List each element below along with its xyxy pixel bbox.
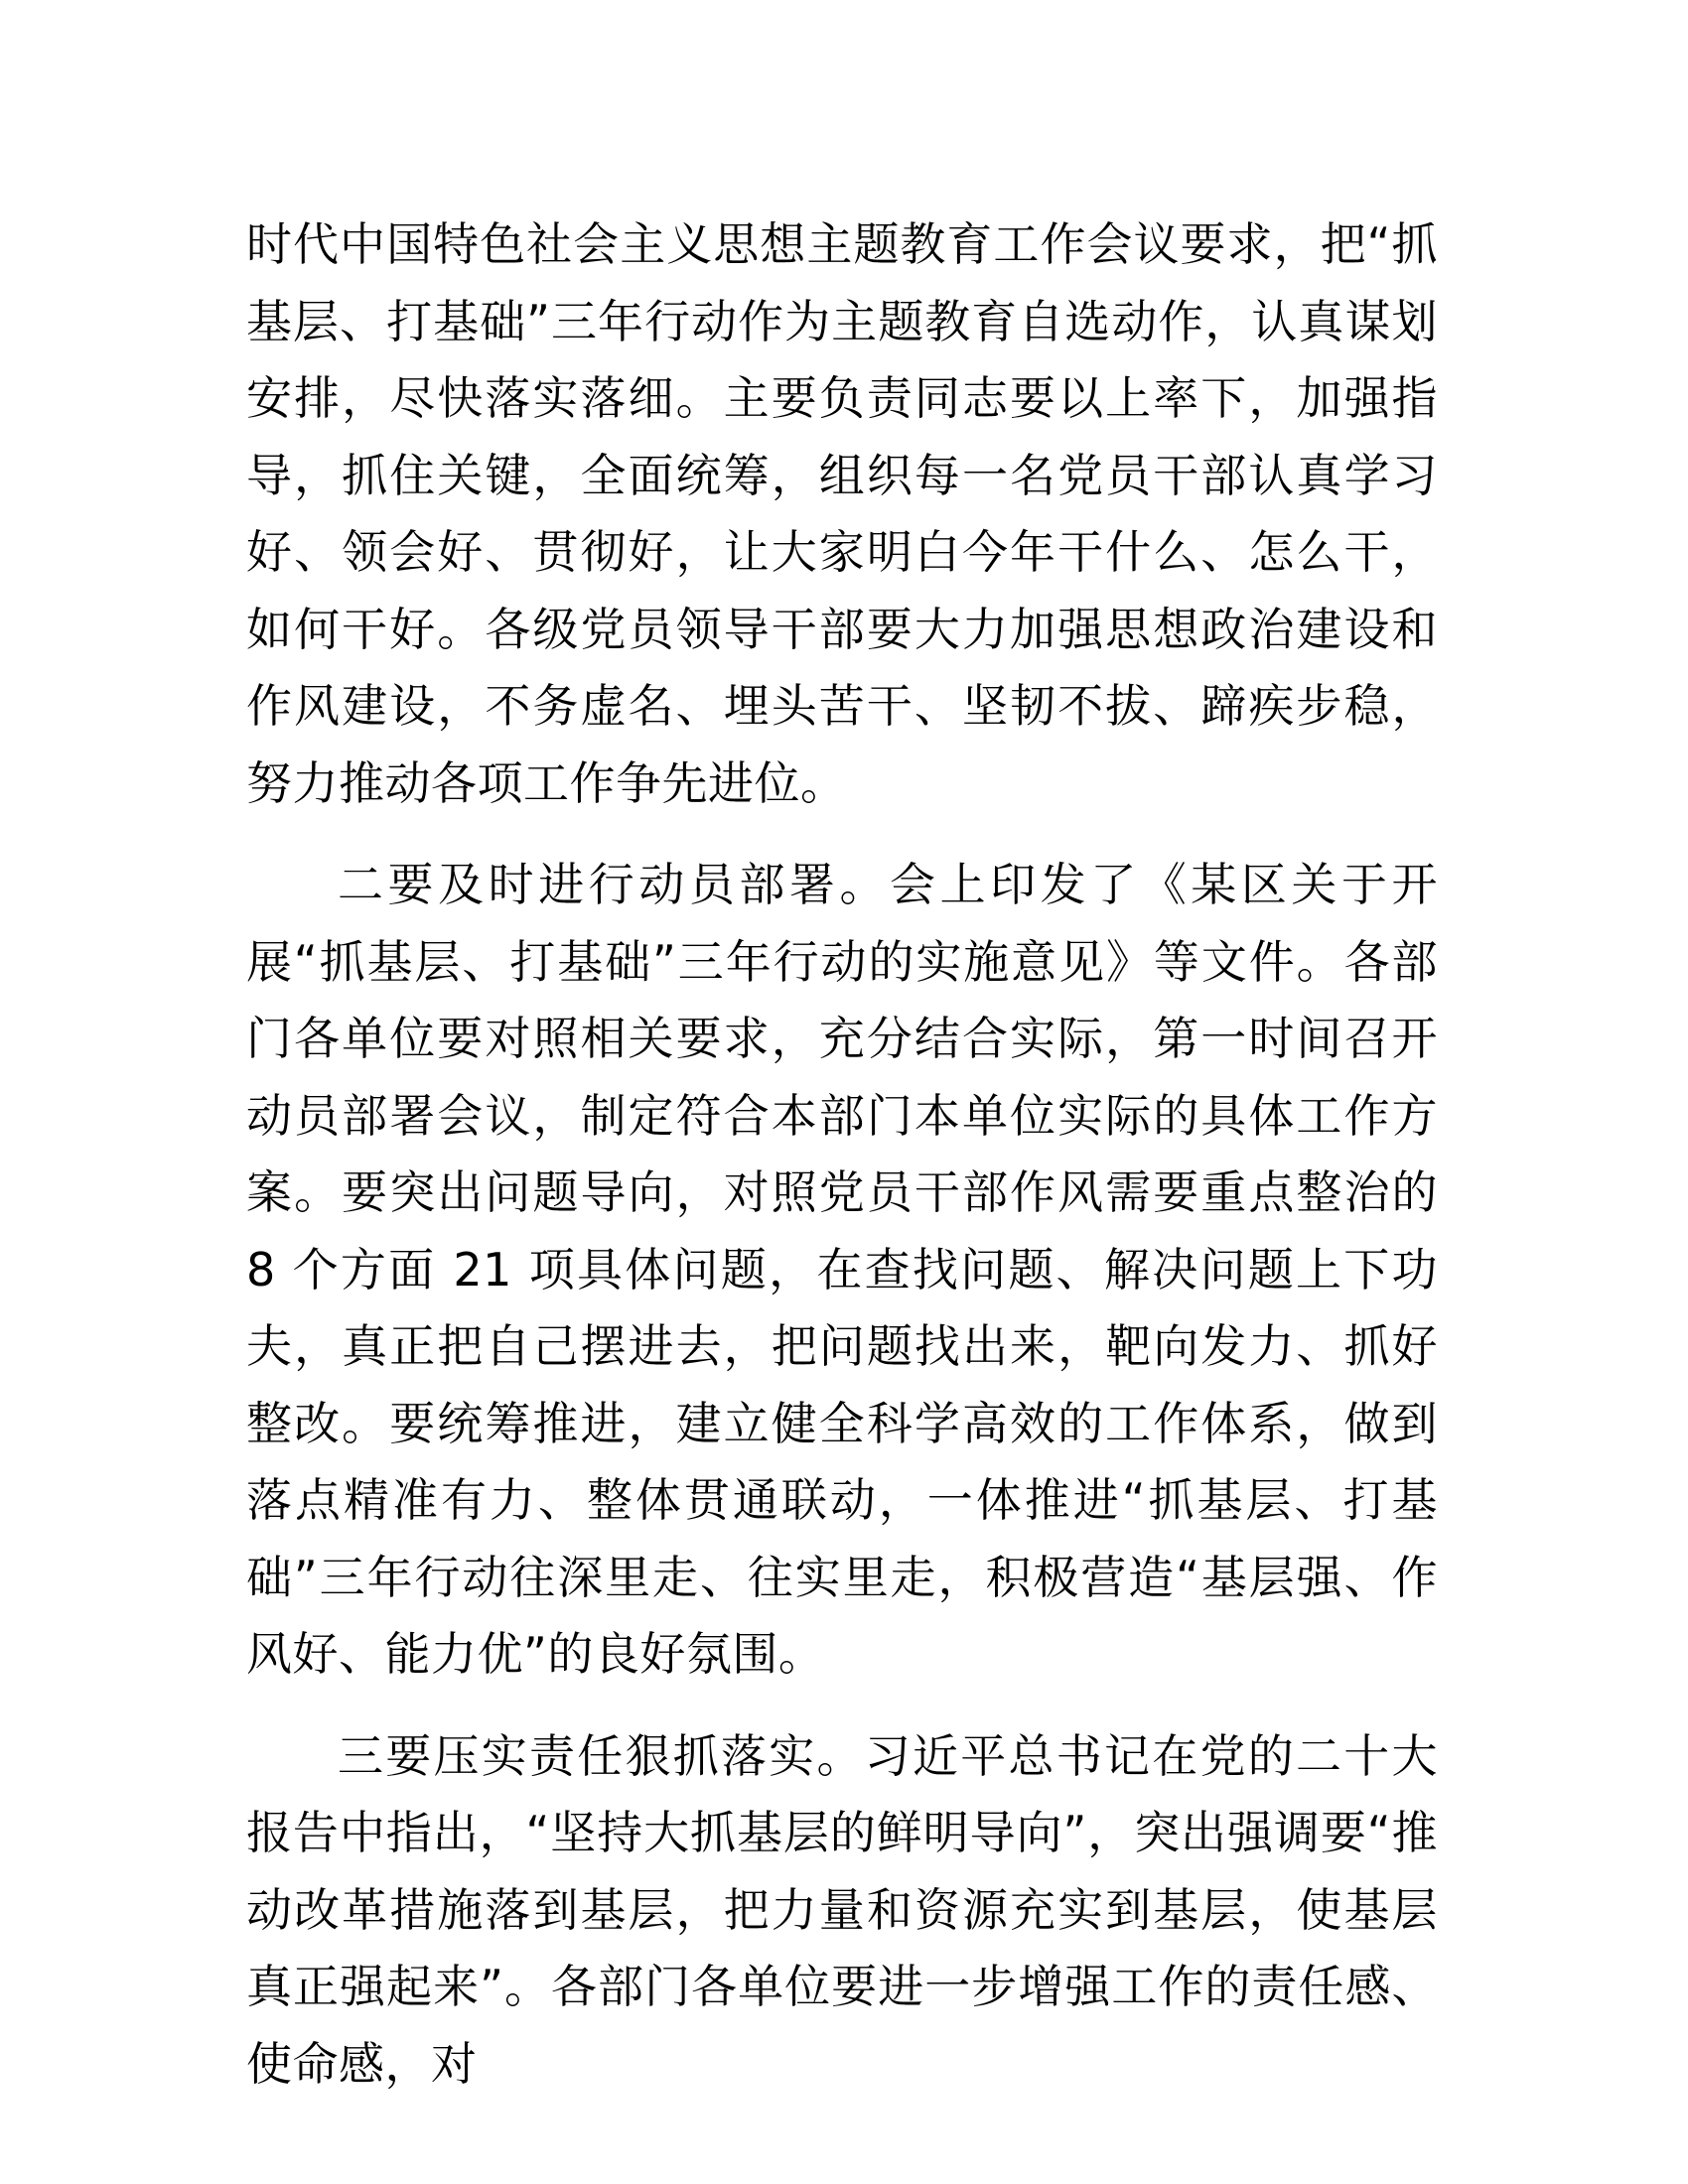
paragraph-responsibility: 三要压实责任狠抓落实。习近平总书记在党的二十大报告中指出，“坚持大抓基层的鲜明导向”，突出强调要“推动改革措施落到基层，把力量和资源充实到基层，使基层真正强起来”。各部门各单位要进一步增强工作的责任感、使命感，对 bbox=[246, 1728, 1438, 2091]
document-body bbox=[246, 206, 1438, 2127]
paragraph-mobilization: 二要及时进行动员部署。会上印发了《某区关于开展“抓基层、打基础”三年行动的实施意见》等文件。各部门各单位要对照相关要求，充分结合实际，第一时间召开动员部署会议，制定符合本部门本单位实际的具体工作方案。要突出问题导向，对照党员干部作风需要重点整治的 8 个方面 21 项具体问题，在查找问题、解决问题上下功夫，真正把自己摆进去，把问题找出来，靶向发力、抓好整改。要统筹推进，建立健全科学高效的工作体系，做到落点精准有力、整体贯通联动，一体推进“抓基层、打基础”三年行动往深里走、往实里走，积极营造“基层强、作风好、能力优”的良好氛围。 bbox=[246, 858, 1438, 1681]
paragraph-continued: 时代中国特色社会主义思想主题教育工作会议要求，把“抓基层、打基础”三年行动作为主题教育自选动作，认真谋划安排，尽快落实落细。主要负责同志要以上率下，加强指导，抓住关键，全面统筹，组织每一名党员干部认真学习好、领会好、贯彻好，让大家明白今年干什么、怎么干，如何干好。各级党员领导干部要大力加强思想政治建设和作风建设，不务虚名、埋头苦干、坚韧不拔、蹄疾步稳，努力推动各项工作争先进位。 bbox=[246, 217, 1438, 810]
